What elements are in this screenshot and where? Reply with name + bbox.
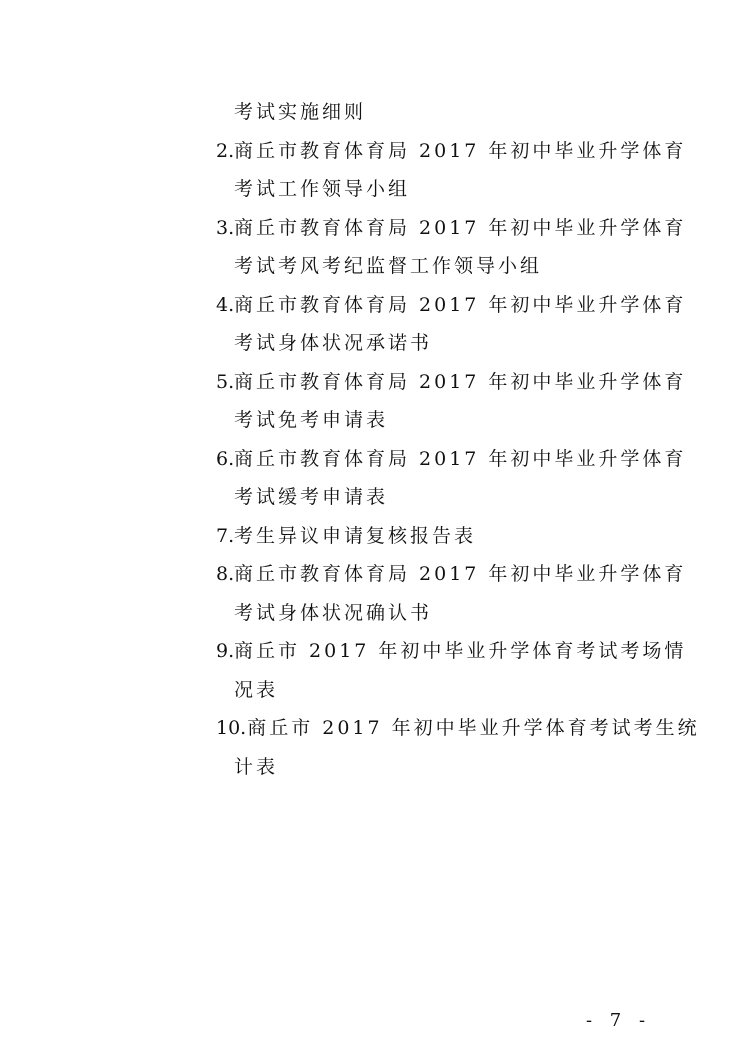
list-item-text: 商丘市 2017 年初中毕业升学体育考试考场情 [234,640,687,662]
list-item [216,555,687,632]
list-item [216,93,646,132]
list-item-number: 6. [216,447,235,470]
list-item-continuation: 考试免考申请表 [234,409,389,431]
list-item [216,517,646,556]
list-item-number: 8. [216,563,235,585]
list-item-number: 4. [216,293,235,316]
list-item-continuation: 况表 [234,678,279,701]
list-item-text: 商丘市教育体育局 2017 年初中毕业升学体育 [234,139,687,162]
list-item-text: 考生异议申请复核报告表 [234,524,477,547]
list-item [216,632,687,709]
list-item-continuation: 考试缓考申请表 [234,486,389,508]
list-item-number: 3. [216,216,235,239]
list-item [216,440,687,517]
list-item-text: 商丘市 2017 年初中毕业升学体育考试考生统 [247,717,700,739]
list-item-continuation: 考试工作领导小组 [234,178,411,200]
list-item-continuation: 考试身体状况确认书 [234,601,433,624]
list-item [216,209,687,286]
list-item-text: 商丘市教育体育局 2017 年初中毕业升学体育 [234,370,687,393]
page-number: - 7 - [586,1010,652,1031]
list-item [216,363,687,440]
attachment-list [216,93,700,786]
list-item-number: 5. [216,370,235,393]
list-item-continuation: 计表 [234,755,279,778]
list-item-text: 商丘市教育体育局 2017 年初中毕业升学体育 [234,563,687,585]
list-item-number: 9. [216,640,235,662]
list-item-text: 商丘市教育体育局 2017 年初中毕业升学体育 [234,293,687,316]
list-item-continuation: 考试考风考纪监督工作领导小组 [234,255,543,277]
list-item-text: 商丘市教育体育局 2017 年初中毕业升学体育 [234,447,687,470]
list-item-number: 2. [216,139,235,162]
list-item [216,132,687,209]
list-item-text: 商丘市教育体育局 2017 年初中毕业升学体育 [234,216,687,239]
list-item [216,286,687,363]
list-item-number: 7. [216,524,235,547]
list-item-continuation: 考试身体状况承诺书 [234,332,433,354]
list-item-number: 10. [216,717,247,739]
list-item-text: 考试实施细则 [234,101,367,123]
list-item [216,709,700,786]
